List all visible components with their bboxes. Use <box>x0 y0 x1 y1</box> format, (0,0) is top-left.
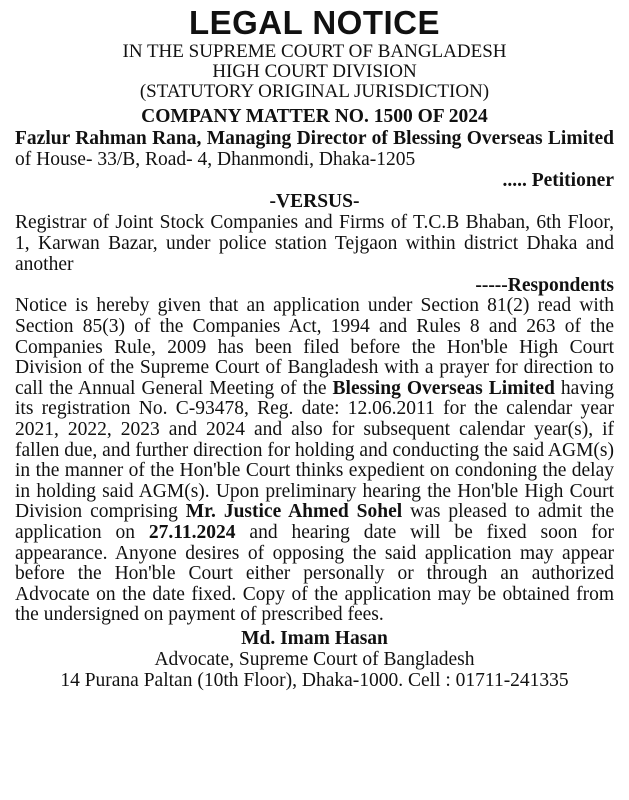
justice-name: Mr. Justice Ahmed Sohel <box>185 501 403 523</box>
court-jurisdiction: (STATUTORY ORIGINAL JURISDICTION) <box>139 81 490 102</box>
petitioner-address: of House- 33/B, Road- 4, Dhanmondi, Dhaka-1205 <box>15 149 416 171</box>
matter-number: COMPANY MATTER NO. 1500 OF 2024 <box>141 106 488 127</box>
petitioner-name: Fazlur Rahman Rana, Managing Director of Blessing Overseas Limited <box>15 128 614 149</box>
advocate-title: Advocate, Supreme Court of Bangladesh <box>154 648 475 670</box>
notice-part-3: was pleased to admit the application on <box>15 501 614 543</box>
advocate-address: 14 Purana Paltan (10th Floor), Dhaka-1000. Cell : 01711-241335 <box>60 669 569 691</box>
signature-block <box>15 628 614 691</box>
advocate-name: Md. Imam Hasan <box>241 627 388 649</box>
notice-part-1: Notice is hereby given that an application under Section 81(2) read with Section 85(3) of the Companies Act, 1994 and Rules 8 and 263 of the Companies Rule, 2009 has been filed before the Hon'ble High Court Division of the Supreme Court of Bangladesh with a prayer for direction to call the Annual General Meeting of the <box>15 295 614 399</box>
petitioner-role: ..... Petitioner <box>502 170 614 192</box>
respondents-text: Registrar of Joint Stock Companies and Firms of T.C.B Bhaban, 6th Floor, 1, Karwan Bazar, under police station Tejgaon within district Dhaka and another <box>15 212 614 276</box>
notice-part-2: having its registration No. C-93478, Reg. date: 12.06.2011 for the calendar year 2021, 2022, 2023 and 2024 and also for subsequent calendar year(s), if fallen due, and further direction for holding and conducting the said AGM(s) in the manner of the Hon'ble Court thinks expedient on condoning the delay in holding said AGM(s). Upon preliminary hearing the Hon'ble High Court Division comprising <box>15 377 614 523</box>
respondents-role: -----Respondents <box>475 275 614 297</box>
petitioner-block <box>15 128 614 170</box>
versus-label: -VERSUS- <box>269 191 360 213</box>
court-name: IN THE SUPREME COURT OF BANGLADESH <box>122 41 507 62</box>
court-division: HIGH COURT DIVISION <box>212 61 417 82</box>
company-name: Blessing Overseas Limited <box>332 377 555 399</box>
notice-body <box>15 296 614 626</box>
notice-title: LEGAL NOTICE <box>188 4 441 41</box>
notice-part-4: and hearing date will be fixed soon for appearance. Anyone desires of opposing the said application may appear before the Hon'ble Court either personally or through an authorized Advocate on the date fixed. Copy of the application may be obtained from the undersigned on payment of prescribed fees. <box>15 522 614 626</box>
admission-date: 27.11.2024 <box>148 522 236 543</box>
court-header <box>15 42 614 102</box>
